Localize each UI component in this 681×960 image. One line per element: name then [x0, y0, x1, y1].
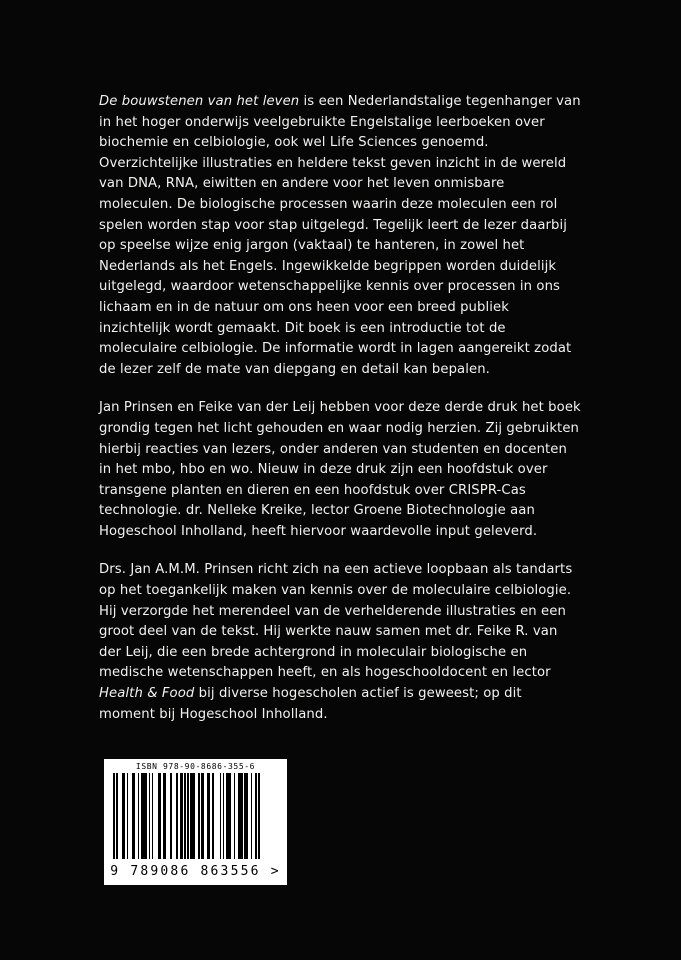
barcode — [104, 759, 287, 885]
blurb-paragraph-1 — [99, 92, 581, 380]
blurb-paragraph-1-body: is een Nederlandstalige tegenhanger van in het hoger onderwijs veelgebruikte Engelstalige leerboeken over biochemie en celbiologie, ook wel Life Sciences genoemd. Overzichtelijke illustraties en heldere tekst geven inzicht in de wereld van DNA, RNA, eiwitten en andere voor het leven onmisbare moleculen. De biologische processen waarin deze moleculen een rol spelen worden stap voor stap uitgelegd. Tegelijk leert de lezer daarbij op speelse wijze enig jargon (vaktaal) te hanteren, in zowel het Nederlands als het Engels. Ingewikkelde begrippen worden duidelijk uitgelegd, waardoor wetenschappelijke kennis over processen in ons lichaam en in de natuur om ons heen voor een breed publiek inzichtelijk wordt gemaakt. Dit boek is een introductie tot de moleculaire celbiologie. De informatie wordt in lagen aangereikt zodat de lezer zelf de mate van diepgang en detail kan bepalen. — [99, 94, 581, 377]
book-title-italic: De bouwstenen van het leven — [99, 94, 300, 109]
lectorate-name-italic: Health & Food — [99, 686, 195, 702]
blurb-text-block — [99, 92, 581, 725]
barcode-bars — [113, 773, 278, 859]
blurb-paragraph-2: Jan Prinsen en Feike van der Leij hebben voor deze derde druk het boek grondig tegen het licht gehouden en waar nodig herzien. Zij gebruikten hierbij reacties van lezers, onder anderen van studenten en docenten in het mbo, hbo en wo. Nieuw in deze druk zijn een hoofdstuk over transgene planten en dieren en een hoofdstuk over CRISPR-Cas technologie. dr. Nelleke Kreike, lector Groene Biotechnologie aan Hogeschool Inholland, heeft hiervoor waardevolle input geleverd. — [99, 400, 581, 539]
isbn-label: ISBN 978-90-8686-355-6 — [135, 762, 256, 771]
blurb-paragraph-3 — [99, 560, 581, 725]
blurb-paragraph-3-tail: bij diverse hogescholen actief is geweest; op dit moment bij Hogeschool Inholland. — [99, 686, 522, 722]
blurb-paragraph-3-body: Drs. Jan A.M.M. Prinsen richt zich na een actieve loopbaan als tandarts op het toegankelijk maken van kennis over de moleculaire celbiologie. Hij verzorgde het merendeel van de verhelderende illustraties en een groot deel van de tekst. Hij werkte nauw samen met dr. Feike R. van der Leij, die een brede achtergrond in moleculair biologische en medische wetenschappen heeft, en als hogeschooldocent en lector — [99, 562, 573, 681]
barcode-digits: 9 789086 863556 > — [110, 864, 281, 879]
